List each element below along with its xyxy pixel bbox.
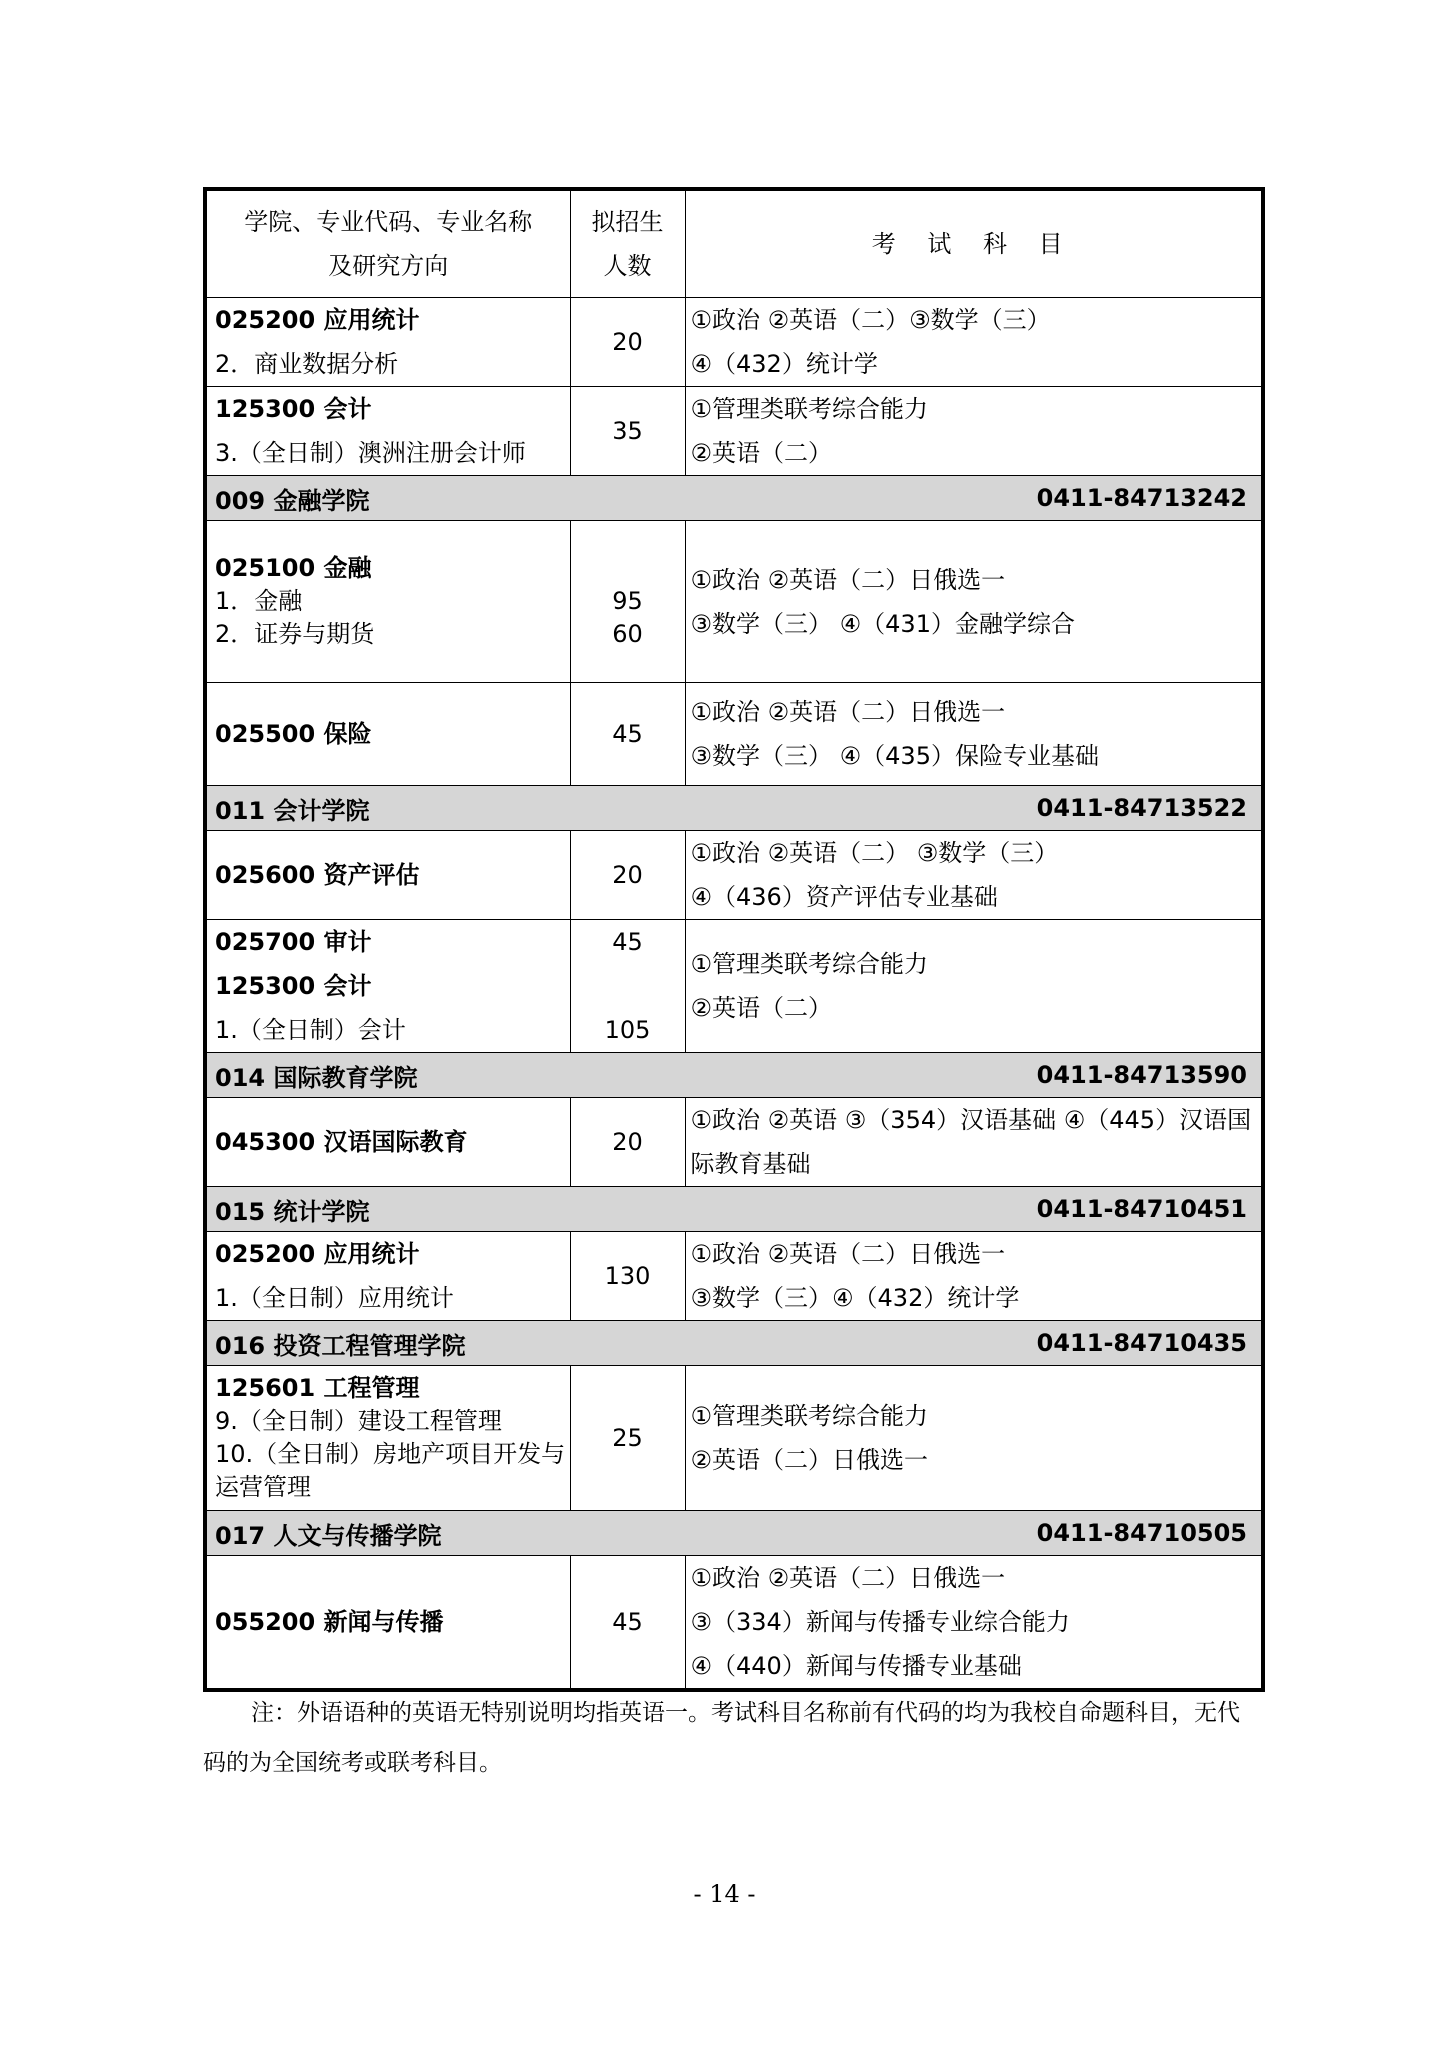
enrollment-count: 45 (612, 928, 643, 956)
exam-line: ④（436）资产评估专业基础 (690, 883, 998, 911)
enrollment-cell (570, 387, 685, 476)
major-cell (205, 521, 570, 683)
major-code-name: 045300 汉语国际教育 (215, 1128, 468, 1156)
research-direction: 10.（全日制）房地产项目开发与运营管理 (215, 1440, 566, 1501)
college-name: 016 投资工程管理学院 (215, 1331, 466, 1360)
section-row (205, 1511, 1263, 1556)
exam-line: ①政治 ②英语（二）日俄选一 (690, 1564, 1006, 1592)
exam-line: ①管理类联考综合能力 (690, 950, 929, 978)
enrollment-cell (570, 298, 685, 387)
table-row (205, 1098, 1263, 1187)
major-cell (205, 387, 570, 476)
footnote: 注：外语语种的英语无特别说明均指英语一。考试科目名称前有代码的均为我校自命题科目，无代码的为全国统考或联考科目。 (203, 1700, 1240, 1776)
enrollment-count: 130 (604, 1262, 651, 1290)
section-row (205, 476, 1263, 521)
section-row (205, 1053, 1263, 1098)
college-phone: 0411-84710435 (1036, 1329, 1247, 1357)
exam-line: ①政治 ②英语（二） ③数学（三） (690, 839, 1059, 867)
major-code-name: 055200 新闻与传播 (215, 1608, 444, 1636)
exam-cell (685, 1366, 1263, 1511)
header-col1-line2: 及研究方向 (328, 252, 449, 280)
exam-line: ③数学（三）④（432）统计学 (690, 1284, 1020, 1312)
page-number: - 14 - (693, 1880, 756, 1908)
exam-line: ①政治 ②英语（二）日俄选一 (690, 698, 1006, 726)
exam-line: ①管理类联考综合能力 (690, 395, 929, 423)
research-direction: 1.（全日制）会计 (215, 1016, 406, 1044)
exam-line: ①管理类联考综合能力 (690, 1402, 929, 1430)
header-exam-subjects (685, 189, 1263, 298)
enrollment-cell (570, 1366, 685, 1511)
research-direction: 3.（全日制）澳洲注册会计师 (215, 439, 526, 467)
enrollment-cell (570, 1232, 685, 1321)
enrollment-cell (570, 1556, 685, 1691)
enrollment-count: 25 (612, 1424, 643, 1452)
research-direction: 9.（全日制）建设工程管理 (215, 1407, 502, 1435)
exam-cell (685, 920, 1263, 1053)
college-name: 017 人文与传播学院 (215, 1521, 442, 1550)
enrollment-cell (570, 1098, 685, 1187)
major-cell (205, 831, 570, 920)
table-row (205, 683, 1263, 786)
enrollment-count: 35 (612, 417, 643, 445)
enrollment-count: 45 (612, 1608, 643, 1636)
major-cell (205, 1098, 570, 1187)
table-row (205, 1366, 1263, 1511)
exam-cell (685, 831, 1263, 920)
exam-line: ①政治 ②英语（二）日俄选一 (690, 1240, 1006, 1268)
section-cell (205, 1053, 1263, 1098)
major-code-name: 025100 金融 (215, 554, 372, 582)
enrollment-count: 20 (612, 1128, 643, 1156)
admissions-table (203, 187, 1265, 1692)
header-col2-line2: 人数 (603, 252, 652, 280)
exam-line: ①政治 ②英语（二）③数学（三） (690, 306, 1051, 334)
table-row (205, 298, 1263, 387)
research-direction: 1．金融 (215, 587, 303, 615)
header-col3: 考 试 科 目 (871, 230, 1075, 258)
section-row (205, 1187, 1263, 1232)
research-direction: 2．证券与期货 (215, 620, 375, 648)
header-college-major (205, 189, 570, 298)
major-cell (205, 1232, 570, 1321)
college-phone: 0411-84713590 (1036, 1061, 1247, 1089)
enrollment-count: 20 (612, 861, 643, 889)
table-row (205, 521, 1263, 683)
research-direction: 2．商业数据分析 (215, 350, 399, 378)
major-cell (205, 298, 570, 387)
exam-cell (685, 1098, 1263, 1187)
enrollment-cell (570, 521, 685, 683)
college-phone: 0411-84713522 (1036, 794, 1247, 822)
major-code-name: 125300 会计 (215, 395, 372, 423)
major-code-name: 025500 保险 (215, 720, 372, 748)
header-col1-line1: 学院、专业代码、专业名称 (244, 208, 533, 236)
exam-line: ②英语（二） (690, 439, 833, 467)
section-row (205, 1321, 1263, 1366)
table-header-row (205, 189, 1263, 298)
college-phone: 0411-84710451 (1036, 1195, 1247, 1223)
college-name: 009 金融学院 (215, 486, 370, 515)
major-code-name: 125300 会计 (215, 972, 372, 1000)
exam-cell (685, 1556, 1263, 1691)
enrollment-count: 60 (612, 620, 643, 648)
major-code-name: 025700 审计 (215, 928, 372, 956)
table-row (205, 387, 1263, 476)
enrollment-cell (570, 831, 685, 920)
exam-line: ③（334）新闻与传播专业综合能力 (690, 1608, 1070, 1636)
enrollment-count: 105 (604, 1016, 651, 1044)
major-code-name: 025200 应用统计 (215, 306, 420, 334)
exam-line: ②英语（二）日俄选一 (690, 1446, 929, 1474)
enrollment-count: 45 (612, 720, 643, 748)
table-row (205, 831, 1263, 920)
college-name: 015 统计学院 (215, 1197, 370, 1226)
exam-cell (685, 387, 1263, 476)
enrollment-count: 20 (612, 328, 643, 356)
exam-line: ④（440）新闻与传播专业基础 (690, 1652, 1022, 1680)
table-row (205, 1232, 1263, 1321)
table-row (205, 920, 1263, 1053)
college-phone: 0411-84710505 (1036, 1519, 1247, 1547)
exam-line: ④（432）统计学 (690, 350, 878, 378)
exam-line: ①政治 ②英语 ③（354）汉语基础 ④（445）汉语国际教育基础 (690, 1106, 1252, 1178)
major-cell (205, 1366, 570, 1511)
exam-line: ③数学（三） ④（435）保险专业基础 (690, 742, 1099, 770)
enrollment-cell (570, 920, 685, 1053)
section-cell (205, 1511, 1263, 1556)
exam-cell (685, 683, 1263, 786)
header-enrollment (570, 189, 685, 298)
major-cell (205, 683, 570, 786)
major-code-name: 125601 工程管理 (215, 1374, 420, 1402)
section-cell (205, 1187, 1263, 1232)
section-cell (205, 476, 1263, 521)
exam-line: ②英语（二） (690, 994, 833, 1022)
college-phone: 0411-84713242 (1036, 484, 1247, 512)
table-row (205, 1556, 1263, 1691)
major-cell (205, 920, 570, 1053)
enrollment-count: 95 (612, 587, 643, 615)
exam-cell (685, 1232, 1263, 1321)
exam-cell (685, 298, 1263, 387)
header-col2-line1: 拟招生 (591, 208, 664, 236)
college-name: 014 国际教育学院 (215, 1063, 418, 1092)
exam-line: ①政治 ②英语（二）日俄选一 (690, 565, 1006, 594)
exam-cell (685, 521, 1263, 683)
major-cell (205, 1556, 570, 1691)
major-code-name: 025600 资产评估 (215, 861, 420, 889)
section-cell (205, 1321, 1263, 1366)
enrollment-cell (570, 683, 685, 786)
college-name: 011 会计学院 (215, 796, 370, 825)
section-row (205, 786, 1263, 831)
research-direction: 1.（全日制）应用统计 (215, 1284, 454, 1312)
major-code-name: 025200 应用统计 (215, 1240, 420, 1268)
section-cell (205, 786, 1263, 831)
exam-line: ③数学（三） ④（431）金融学综合 (690, 609, 1075, 638)
